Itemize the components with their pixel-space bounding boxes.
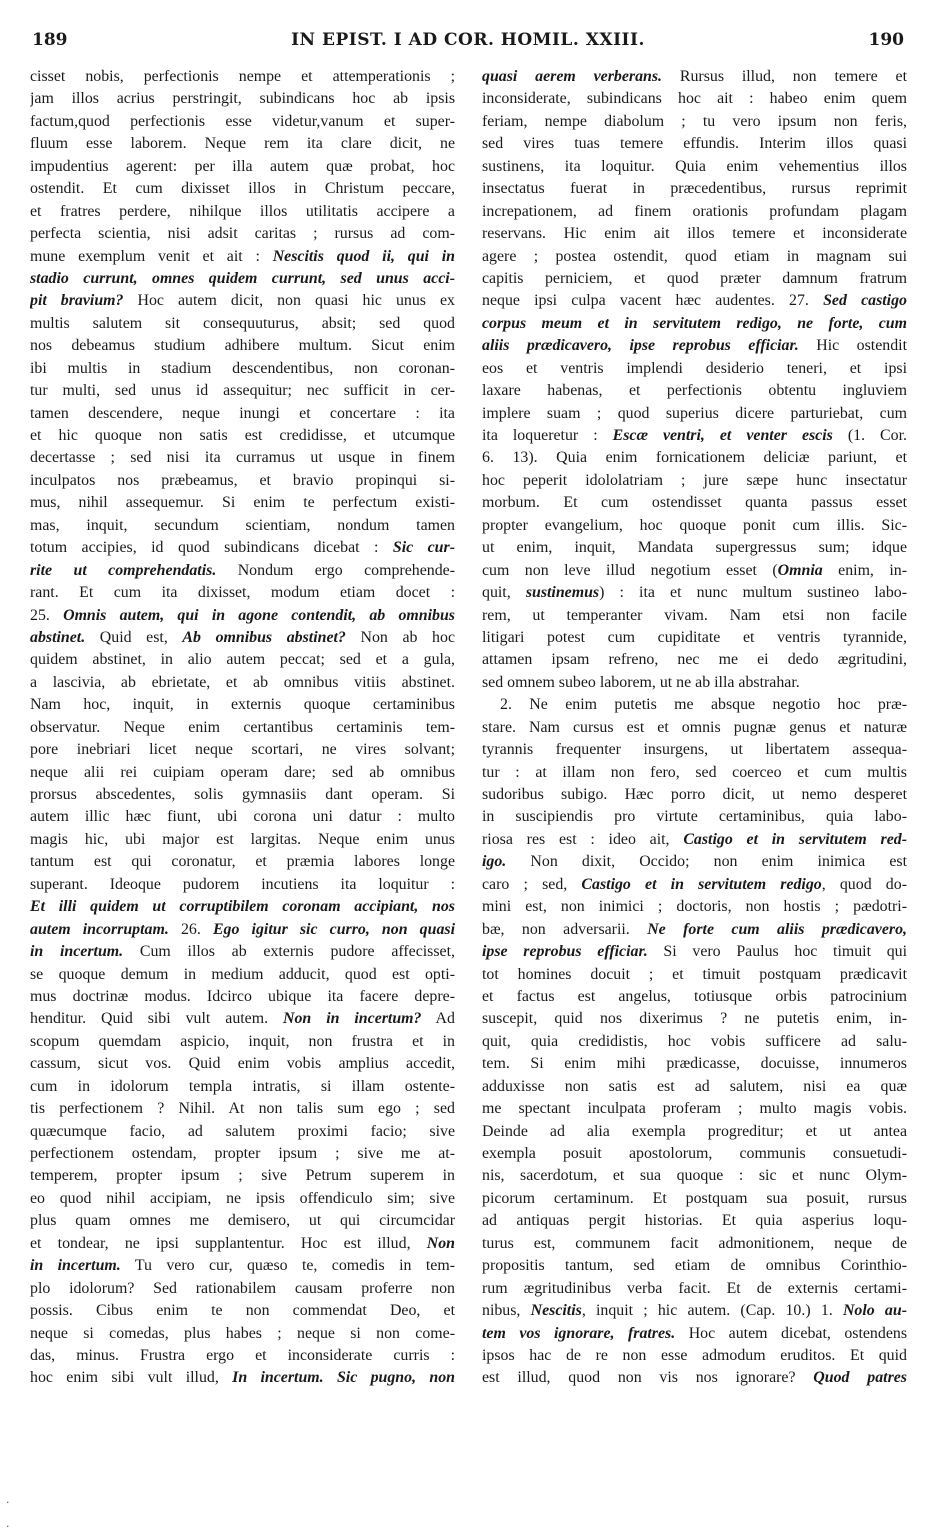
text-segment: tyrannis frequenter insurgens, ut libertatem assequa- (482, 741, 907, 759)
text-line (30, 1031, 455, 1053)
text-line (482, 919, 907, 941)
text-line (482, 223, 907, 245)
text-segment: mas, inquit, secundum scientiam, nondum tamen (30, 516, 455, 534)
text-line (30, 986, 455, 1008)
text-line (30, 1300, 455, 1322)
italic-text: Omnis autem, qui in agone contendit, ab omnibus (63, 606, 455, 624)
text-segment: propositis tantum, sed etiam de omnibus Corinthio- (482, 1257, 907, 1275)
right-text-column (482, 66, 907, 1390)
text-segment: picorum certaminum. Et postquam sua posuit, rursus (482, 1189, 907, 1207)
text-segment: perfecta scientia, nisi adsit caritas ; rursus ad com- (30, 225, 455, 243)
italic-text: rite ut comprehendatis. (30, 561, 217, 579)
text-line (482, 1031, 907, 1053)
text-segment: impudentius agerent: per illa autem quæ probat, hoc (30, 157, 455, 175)
text-line (482, 403, 907, 425)
text-line (30, 762, 455, 784)
text-line (30, 403, 455, 425)
text-segment: (1. Cor. (832, 427, 907, 444)
text-segment: Hic ostendit (798, 337, 907, 355)
text-line (482, 537, 907, 559)
text-segment: feriam, nempe diabolum ; tu vero ipsum non feris, (482, 112, 907, 130)
text-segment: sudoribus subigo. Hæc porro dicit, ut nemo desperet (482, 786, 907, 803)
italic-text: Omnia (777, 561, 823, 579)
text-line (482, 268, 907, 290)
text-line (30, 694, 455, 716)
text-line (30, 896, 455, 918)
italic-text: in incertum. (30, 1257, 121, 1275)
text-segment: eo quod nihil accipiam, ne ipsis offendiculo sim; sive (30, 1189, 455, 1207)
text-segment: tot homines docuit ; et timuit postquam prædicavit (482, 965, 907, 983)
text-segment: observatur. Neque enim certantibus certaminis tem- (30, 718, 455, 736)
italic-text: Nescitis quod ii, qui in (272, 247, 455, 265)
text-segment: eos et ventris implendi desiderio teneri, et ipsi (482, 359, 907, 377)
text-line (482, 649, 907, 671)
text-segment: cassum, sicut vos. Quid enim vobis amplius accedit, (30, 1055, 455, 1073)
text-segment: Tu vero cur, quæso te, comedis in tem- (120, 1257, 455, 1275)
text-segment: stare. Nam cursus est et omnis pugnæ genus et naturæ (482, 718, 907, 736)
text-line (482, 246, 907, 268)
italic-text: Ego igitur sic curro, non quasi (212, 920, 455, 938)
text-line (30, 806, 455, 828)
italic-text: igo. (482, 853, 507, 871)
text-line (482, 1278, 907, 1300)
text-segment: neque alii rei cuipiam operam dare; sed ab omnibus (30, 763, 455, 781)
italic-text: tem vos ignorare, fratres. (482, 1324, 676, 1342)
text-line (30, 1233, 455, 1255)
text-segment: quæcumque facio, ad salutem proximi facio; sive (30, 1122, 455, 1140)
italic-text: Castigo et in servitutem red- (683, 830, 907, 848)
text-segment: attamen ipsam refreno, nec me ei dedo ægritudini, (482, 651, 907, 669)
text-line (30, 829, 455, 851)
text-segment: Non ab hoc (345, 628, 455, 646)
text-line (482, 694, 907, 716)
text-segment: sed vires tuas temere effundis. Interim illos quasi (482, 135, 907, 153)
text-segment: est illud, quod non vis nos ignorare? (482, 1369, 814, 1387)
text-segment: pore inebriari licet neque scortari, ne vires solvant; (30, 741, 455, 759)
text-segment: sed omnem subeo laborem, ut ne ab illa abstrahar. (482, 673, 800, 691)
text-line (30, 627, 455, 649)
text-line (482, 986, 907, 1008)
text-segment: hoc peperit idololatriam ; jure sæpe hunc insectatur (482, 471, 907, 489)
text-segment: quit, (482, 584, 526, 602)
text-line (482, 1210, 907, 1232)
text-segment: turus est, communem facit admonitionem, neque de (482, 1234, 907, 1252)
text-line (30, 851, 455, 873)
text-line (30, 605, 455, 627)
text-segment: quidem abstinet, in alio autem peccat; sed et a gula, (30, 651, 455, 669)
text-segment: tantum est qui coronatur, et præmia labores longe (30, 853, 455, 871)
text-segment: me spectant inculpata proferam ; multo magis vobis. (482, 1100, 907, 1118)
text-segment: suscepit, quid nos dixerimus ? ne putetis enim, in- (482, 1010, 907, 1028)
text-line (482, 66, 907, 88)
italic-text: autem incorruptam. (30, 920, 169, 938)
text-segment: nibus, (482, 1302, 531, 1320)
text-segment: capitis perniciem, et quod præter damnum fratrum (482, 269, 907, 287)
text-segment: rem, ut temperanter vivam. Nam etsi non facile (482, 606, 907, 624)
text-line (482, 762, 907, 784)
text-segment: implere suam ; quod superius dicere parturiebat, cum (482, 404, 907, 422)
text-line (482, 851, 907, 873)
text-line (30, 1165, 455, 1187)
text-line (482, 896, 907, 918)
text-segment: totum accipies, id quod subindicans dicebat : (30, 539, 393, 557)
text-segment: se quoque demum in medium adducit, quod est opti- (30, 965, 455, 983)
text-line (30, 246, 455, 268)
italic-text: Ab omnibus abstinet? (182, 628, 346, 646)
text-line (482, 739, 907, 761)
text-segment: Ad (421, 1010, 455, 1028)
text-line (30, 223, 455, 245)
running-title: IN EPIST. I AD COR. HOMIL. XXIII. (291, 30, 645, 50)
text-line (482, 627, 907, 649)
text-line (482, 672, 907, 694)
text-segment: ostendit. Et cum dixisset illos in Christum peccare, (30, 180, 455, 198)
text-line (482, 829, 907, 851)
text-segment: tis perfectionem ? Nihil. At non talis sum ego ; sed (30, 1100, 455, 1118)
text-line (482, 425, 907, 447)
text-line (482, 964, 907, 986)
text-line (482, 1345, 907, 1367)
text-line (482, 1143, 907, 1165)
text-line (482, 133, 907, 155)
text-line (482, 582, 907, 604)
text-segment: caro ; sed, (482, 875, 582, 893)
text-line (482, 1008, 907, 1030)
text-line (30, 1210, 455, 1232)
text-line (30, 1098, 455, 1120)
text-segment: enim, in- (822, 561, 907, 579)
italic-text: Ne forte cum aliis prædicavero, (647, 920, 907, 938)
text-segment: Non dixit, Occido; non enim inimica est (506, 853, 907, 871)
running-header (32, 30, 904, 56)
text-line (30, 739, 455, 761)
text-line (482, 1165, 907, 1187)
text-line (30, 560, 455, 582)
text-segment: Rursus illud, non temere et (662, 68, 907, 85)
text-line (30, 1345, 455, 1367)
text-segment: adduxisse non satis est ad salutem, nisi ea quæ (482, 1077, 907, 1095)
text-line (30, 1323, 455, 1345)
text-line (482, 1300, 907, 1322)
text-segment: cisset nobis, perfectionis nempe et attemperationis ; (30, 68, 455, 85)
text-segment: ) : ita et nunc multum sustineo labo- (599, 584, 907, 602)
text-segment: cum non leve illud negotium esset ( (482, 561, 778, 579)
text-line (30, 784, 455, 806)
text-line (30, 1053, 455, 1075)
text-segment: mune exemplum venit et ait : (30, 247, 273, 265)
text-line (30, 1255, 455, 1277)
text-segment: das, minus. Frustra ergo et inconsiderate curris : (30, 1346, 455, 1364)
text-line (30, 178, 455, 200)
text-segment: magis hic, ubi major est largitas. Neque enim unus (30, 830, 455, 848)
text-line (30, 649, 455, 671)
text-line (482, 806, 907, 828)
text-line (482, 717, 907, 739)
text-segment: prorsus abscedentes, solis gymnasiis dant operam. Si (30, 786, 455, 803)
text-line (30, 156, 455, 178)
text-line (30, 447, 455, 469)
text-line (482, 1367, 907, 1389)
text-line (30, 133, 455, 155)
text-segment: neque ipsi culpa vacent hæc audentes. 27. (482, 292, 824, 310)
text-segment: inculpatos nos præbeamus, et bravio propinqui si- (30, 471, 455, 489)
text-segment: Deinde ad alia exempla progreditur; et ut antea (482, 1122, 907, 1140)
text-line (482, 290, 907, 312)
text-line (482, 941, 907, 963)
margin-mark: · (6, 1520, 10, 1533)
text-segment: reservans. Hic enim ait illos temere et inconsiderate (482, 225, 907, 243)
page-number-left: 189 (32, 30, 68, 50)
text-line (482, 470, 907, 492)
text-line (30, 1188, 455, 1210)
italic-text: in incertum. (30, 943, 124, 961)
text-segment: Quid est, (85, 628, 183, 646)
italic-text: ipse reprobus efficiar. (482, 943, 648, 961)
text-segment: 2. Ne enim putetis me absque negotio hoc præ- (500, 696, 907, 714)
text-segment: scopum quemdam aspicio, inquit, non frustra et in (30, 1032, 455, 1050)
italic-text: Sed castigo (823, 292, 907, 310)
italic-text: Non in incertum? (283, 1010, 422, 1028)
text-segment: litigari potest cum cupiditate et ventris tyrannide, (482, 628, 907, 646)
text-segment: multis salutem sit consequuturus, absit; sed quod (30, 314, 455, 332)
left-text-column (30, 66, 455, 1390)
text-segment: tur : at illam non fero, sed coerceo et cum multis (482, 763, 907, 781)
text-line (482, 380, 907, 402)
text-line (30, 537, 455, 559)
text-segment: factum,quod perfectionis esse videtur,vanum et super- (30, 112, 455, 130)
text-segment: possis. Cibus enim te non commendat Deo, et (30, 1302, 455, 1320)
text-line (482, 560, 907, 582)
italic-text: abstinet. (30, 628, 86, 646)
text-segment: ibi multis in stadium descendentibus, non coronan- (30, 359, 455, 377)
text-segment: 26. (168, 920, 213, 938)
text-segment: ad antiquas pergit historias. Et quia asperius loqu- (482, 1212, 907, 1230)
text-line (30, 1008, 455, 1030)
text-segment: Nam hoc, inquit, in externis quoque certaminibus (30, 696, 455, 714)
text-segment: autem illic hæc fiunt, ubi corona uni datur : multo (30, 808, 455, 826)
text-line (30, 313, 455, 335)
text-segment: sustinens, ita loquitur. Quia enim vehementius illos (482, 157, 907, 175)
text-segment: mus doctrinæ modus. Idcirco ubique ita facere depre- (30, 987, 455, 1005)
text-line (30, 874, 455, 896)
text-segment: a lascivia, ab ebrietate, et ab omnibus vitiis abstinet. (30, 673, 455, 691)
text-segment: agere ; postea ostendit, quod etiam in magnam sui (482, 247, 907, 265)
text-line (482, 156, 907, 178)
text-line (30, 717, 455, 739)
text-segment: Nondum ergo comprehende- (216, 561, 455, 579)
italic-text: Escæ ventri, et venter escis (612, 427, 833, 444)
italic-text: Non (426, 1234, 455, 1252)
text-segment: decertasse ; sed nisi ita curramus ut usque in finem (30, 449, 455, 467)
text-segment: mini est, non inimici ; doctoris, non hostis ; pædotri- (482, 898, 907, 916)
text-segment: fluum esse laborem. Neque rem ita clare dicit, ne (30, 135, 455, 153)
text-line (482, 313, 907, 335)
text-segment: jam illos acrius perstringit, subindicans hoc ab ipsis (30, 90, 455, 108)
italic-text: quasi aerem verberans. (482, 68, 663, 85)
text-line (30, 964, 455, 986)
text-segment: plo idolorum? Sed rationabilem causam proferre non (30, 1279, 455, 1297)
text-segment: ita loqueretur : (482, 427, 613, 444)
text-line (482, 447, 907, 469)
margin-mark: · (6, 1496, 10, 1509)
text-line (30, 335, 455, 357)
text-segment: rum ægritudinibus verba facit. Et de externis certami- (482, 1279, 907, 1297)
text-line (30, 919, 455, 941)
text-segment: Cum illos ab externis pudore affecisset, (123, 943, 455, 961)
text-line (30, 1143, 455, 1165)
text-line (30, 1367, 455, 1389)
text-segment: perfectionem ostendam, propter ipsum ; sive me at- (30, 1145, 455, 1162)
text-line (482, 111, 907, 133)
text-segment: ipsos hac de re non esse admodum eruditos. Et quid (482, 1346, 907, 1364)
text-segment: bæ, non adversarii. (482, 920, 648, 938)
text-line (30, 470, 455, 492)
text-line (30, 88, 455, 110)
text-segment: exempla posuit apostolorum, communis consuetudi- (482, 1145, 907, 1162)
italic-text: Sic cur- (392, 539, 455, 557)
text-segment: ut enim, inquit, Mandata supergressus sum; idque (482, 539, 907, 557)
text-line (482, 605, 907, 627)
text-line (482, 358, 907, 380)
text-segment: increpationem, ad finem orationis profundam plagam (482, 202, 907, 220)
text-segment: nos debeamus studium adhibere multum. Sicut enim (30, 337, 455, 355)
italic-text: Nolo au- (842, 1302, 907, 1320)
text-line (482, 335, 907, 357)
italic-text: corpus meum et in servitutem redigo, ne forte, cum (482, 314, 907, 332)
text-segment: 6. 13). Quia enim fornicationem deliciæ pariunt, et (482, 449, 907, 467)
text-line (30, 582, 455, 604)
text-line (482, 1053, 907, 1075)
text-segment: tem. Si enim mihi prædicasse, docuisse, innumeros (482, 1055, 907, 1073)
text-line (482, 1076, 907, 1098)
text-segment: superant. Ideoque pudorem incutiens ita loquitur : (30, 875, 455, 893)
text-line (30, 492, 455, 514)
text-line (482, 88, 907, 110)
text-segment: et factus est angelus, totiusque orbis patrocinium (482, 987, 907, 1005)
text-segment: laxare habenas, et perfectionis obtentu ingluviem (482, 382, 907, 400)
text-line (30, 1121, 455, 1143)
text-line (482, 201, 907, 223)
text-segment: neque si comedas, plus habes ; neque si non come- (30, 1324, 455, 1342)
italic-text: Nescitis (530, 1302, 582, 1320)
italic-text: stadio currunt, omnes quidem currunt, sed unus acci- (30, 269, 455, 287)
text-segment: propter evangelium, hoc quoque ponit cum illis. Sic- (482, 516, 907, 534)
text-line (30, 66, 455, 88)
text-segment: cum in idolorum templa intratis, si illam ostente- (30, 1077, 455, 1095)
italic-text: sustinemus (525, 584, 600, 602)
text-segment: in suscipiendis pro virtute certaminibus, quia labo- (482, 808, 907, 826)
text-line (482, 1233, 907, 1255)
text-segment: inconsiderate, subindicans hoc ait : habeo enim quem (482, 90, 907, 108)
text-line (30, 672, 455, 694)
text-line (482, 1098, 907, 1120)
text-segment: nis, sacerdotum, et sua quoque : sic et nunc Olym- (482, 1167, 907, 1185)
text-line (482, 874, 907, 896)
text-line (482, 515, 907, 537)
text-segment: Hoc autem dicebat, ostendens (675, 1324, 907, 1342)
text-line (30, 358, 455, 380)
page-number-right: 190 (868, 30, 904, 50)
text-segment: , inquit ; hic autem. (Cap. 10.) 1. (581, 1302, 843, 1320)
text-line (30, 1076, 455, 1098)
text-line (30, 425, 455, 447)
text-line (30, 1278, 455, 1300)
text-segment: et fratres perdere, nihilque illos utilitatis accipere a (30, 202, 455, 220)
text-segment: tamen descendere, neque inungi et concertare : ita (30, 404, 455, 422)
text-line (482, 178, 907, 200)
text-line (482, 1255, 907, 1277)
italic-text: Castigo et in servitutem redigo (581, 875, 822, 893)
text-line (30, 201, 455, 223)
italic-text: In incertum. Sic pugno, non (232, 1369, 455, 1387)
text-segment: tur multi, sed unus id assequitur; nec sufficit in cer- (30, 382, 455, 400)
text-segment: plus quam omnes me demisero, ut qui circumcidar (30, 1212, 455, 1230)
text-segment: quit, quia credidistis, hoc vobis sufficere ad salu- (482, 1032, 907, 1050)
text-line (482, 784, 907, 806)
text-line (482, 1188, 907, 1210)
text-segment: Si vero Paulus hoc timuit qui (647, 943, 907, 961)
text-segment: et tondear, ne ipsi supplantentur. Hoc est illud, (30, 1234, 427, 1252)
text-line (482, 1323, 907, 1345)
text-line (30, 380, 455, 402)
text-line (30, 941, 455, 963)
text-segment: riosa res est : ideo ait, (482, 830, 684, 848)
text-line (482, 492, 907, 514)
text-line (30, 268, 455, 290)
text-segment: hoc enim sibi vult illud, (30, 1369, 233, 1387)
text-segment: temperem, propter ipsum ; sive Petrum superem in (30, 1167, 455, 1185)
text-segment: Hoc autem dicit, non quasi hic unus ex (123, 292, 455, 310)
text-segment: mus, nihil assequemur. Si enim te perfectum existi- (30, 494, 455, 512)
text-line (30, 111, 455, 133)
italic-text: Et illi quidem ut corruptibilem coronam accipiant, nos (30, 898, 455, 916)
text-line (482, 1121, 907, 1143)
italic-text: pit bravium? (30, 292, 124, 310)
italic-text: aliis prædicavero, ipse reprobus efficiar. (482, 337, 799, 355)
text-segment: , quod do- (821, 875, 907, 893)
text-segment: rant. Et cum ita dixisset, modum etiam docet : (30, 584, 455, 602)
text-segment: et hic quoque non satis est credidisse, et utcumque (30, 427, 455, 444)
text-line (30, 515, 455, 537)
text-line (30, 290, 455, 312)
text-segment: 25. (30, 606, 64, 624)
text-segment: morbum. Et cum ostendisset quanta passus esset (482, 494, 907, 512)
text-segment: insectatus fuerat in præcedentibus, rursus reprimit (482, 180, 907, 198)
text-segment: henditur. Quid sibi vult autem. (30, 1010, 283, 1028)
italic-text: Quod patres (813, 1369, 907, 1387)
